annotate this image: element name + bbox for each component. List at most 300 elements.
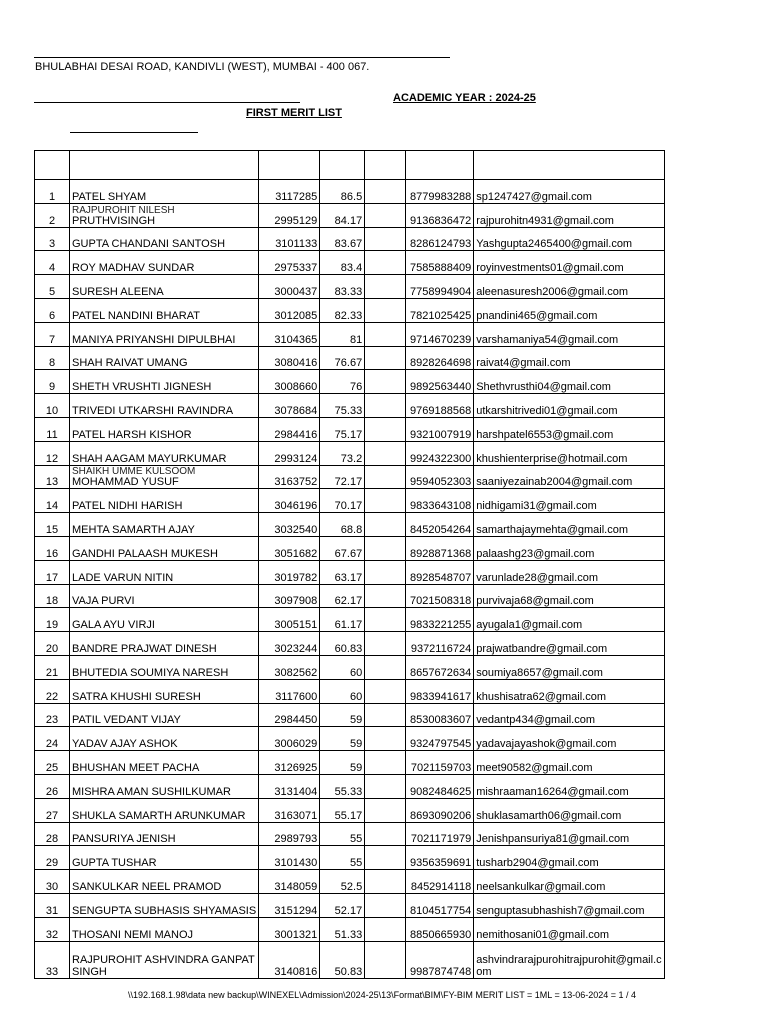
phone-cell	[406, 679, 474, 703]
student-name-text: SURESH ALEENA	[72, 285, 164, 298]
student-name-cell	[70, 441, 259, 465]
student-name-text: SATRA KHUSHI SURESH	[72, 690, 201, 703]
percentage-cell	[320, 893, 365, 917]
blank-cell	[365, 774, 406, 798]
student-name-cell	[70, 632, 259, 656]
form-number-text: 2995129	[274, 214, 318, 227]
phone-cell	[406, 536, 474, 560]
student-name-cell	[70, 822, 259, 846]
serial-number-text: 9	[48, 381, 56, 394]
blank-cell	[365, 679, 406, 703]
phone-cell	[406, 394, 474, 418]
blank-cell	[365, 465, 406, 489]
email-cell	[474, 822, 665, 846]
table-row	[35, 275, 665, 299]
student-name-text: BANDRE PRAJWAT DINESH	[72, 642, 217, 655]
table-row	[35, 227, 665, 251]
table-row	[35, 489, 665, 513]
email-text: pnandini465@gmail.com	[476, 309, 598, 322]
form-number-cell	[259, 703, 320, 727]
email-text: royinvestments01@gmail.com	[476, 262, 624, 275]
student-name-text: SHAH RAIVAT UMANG	[72, 357, 188, 370]
email-cell	[474, 846, 665, 870]
phone-text: 9324797545	[410, 738, 472, 751]
serial-number-cell	[35, 346, 70, 370]
email-text: purvivaja68@gmail.com	[476, 595, 594, 608]
phone-text: 8928548707	[410, 571, 472, 584]
blank-cell	[365, 180, 406, 204]
phone-text: 9356359691	[410, 857, 472, 870]
email-text: neelsankulkar@gmail.com	[476, 880, 606, 893]
email-cell	[474, 560, 665, 584]
form-number-cell	[259, 227, 320, 251]
serial-number-cell	[35, 227, 70, 251]
email-text: sp1247427@gmail.com	[476, 190, 592, 203]
form-number-text: 3051682	[274, 547, 318, 560]
phone-cell	[406, 655, 474, 679]
form-number-cell	[259, 774, 320, 798]
serial-number-text: 26	[45, 785, 59, 798]
blank-cell	[365, 536, 406, 560]
email-cell	[474, 346, 665, 370]
email-cell	[474, 632, 665, 656]
table-row	[35, 941, 665, 978]
phone-text: 9594052303	[410, 476, 472, 489]
serial-number-cell	[35, 632, 70, 656]
serial-number-text: 23	[45, 714, 59, 727]
phone-text: 8530083607	[410, 714, 472, 727]
email-cell	[474, 941, 665, 978]
email-cell	[474, 774, 665, 798]
student-name-text: TRIVEDI UTKARSHI RAVINDRA	[72, 404, 234, 417]
student-name-cell	[70, 846, 259, 870]
form-number-text: 3012085	[274, 309, 318, 322]
form-number-cell	[259, 298, 320, 322]
student-name-text: GANDHI PALAASH MUKESH	[72, 547, 218, 560]
email-text: rajpurohitn4931@gmail.com	[476, 214, 614, 227]
serial-number-cell	[35, 751, 70, 775]
phone-text: 7021508318	[410, 595, 472, 608]
student-name-cell	[70, 275, 259, 299]
percentage-cell	[320, 441, 365, 465]
form-number-text: 3046196	[274, 500, 318, 513]
blank-cell	[365, 322, 406, 346]
student-name-cell	[70, 180, 259, 204]
form-number-text: 2993124	[274, 452, 318, 465]
form-number-text: 3005151	[274, 619, 318, 632]
merit-list-title: FIRST MERIT LIST	[246, 107, 342, 119]
student-name-cell	[70, 489, 259, 513]
form-number-cell	[259, 917, 320, 941]
email-text: soumiya8657@gmail.com	[476, 666, 603, 679]
form-number-text: 3080416	[274, 357, 318, 370]
email-cell	[474, 370, 665, 394]
phone-cell	[406, 751, 474, 775]
blank-cell	[365, 298, 406, 322]
serial-number-cell	[35, 917, 70, 941]
blank-cell	[365, 584, 406, 608]
phone-text: 8452914118	[410, 880, 472, 893]
percentage-cell	[320, 489, 365, 513]
form-number-cell	[259, 751, 320, 775]
percentage-text: 59	[349, 714, 363, 727]
blank-cell	[365, 275, 406, 299]
table-row	[35, 441, 665, 465]
email-text: shuklasamarth06@gmail.com	[476, 809, 622, 822]
form-number-cell	[259, 584, 320, 608]
email-text: varunlade28@gmail.com	[476, 571, 599, 584]
email-cell	[474, 608, 665, 632]
form-number-text: 3032540	[274, 523, 318, 536]
form-number-text: 3082562	[274, 666, 318, 679]
form-number-cell	[259, 679, 320, 703]
student-name-cell	[70, 751, 259, 775]
phone-text: 8657672634	[410, 666, 472, 679]
email-text: samarthajaymehta@gmail.com	[476, 523, 628, 536]
phone-text: 9372116724	[410, 642, 472, 655]
phone-text: 8286124793	[410, 238, 472, 251]
student-name-text: MEHTA SAMARTH AJAY	[72, 523, 195, 536]
table-row	[35, 322, 665, 346]
phone-text: 9833643108	[410, 500, 472, 513]
serial-number-cell	[35, 893, 70, 917]
student-name-cell	[70, 203, 259, 227]
percentage-text: 50.83	[334, 965, 363, 978]
percentage-text: 82.33	[334, 309, 363, 322]
percentage-cell	[320, 180, 365, 204]
serial-number-cell	[35, 536, 70, 560]
blank-cell	[365, 703, 406, 727]
form-number-text: 3104365	[274, 333, 318, 346]
email-text: aleenasuresh2006@gmail.com	[476, 285, 629, 298]
form-number-text: 3151294	[274, 904, 318, 917]
table-row	[35, 798, 665, 822]
blank-cell	[365, 798, 406, 822]
serial-number-cell	[35, 608, 70, 632]
blank-cell	[365, 251, 406, 275]
student-name-cell	[70, 417, 259, 441]
phone-cell	[406, 251, 474, 275]
percentage-text: 60	[349, 666, 363, 679]
serial-number-cell	[35, 655, 70, 679]
email-cell	[474, 584, 665, 608]
phone-text: 7585888409	[410, 262, 472, 275]
blank-cell	[365, 560, 406, 584]
serial-number-cell	[35, 584, 70, 608]
table-row	[35, 346, 665, 370]
blank-cell	[365, 727, 406, 751]
email-cell	[474, 417, 665, 441]
student-name-text: BHUTEDIA SOUMIYA NARESH	[72, 666, 229, 679]
serial-number-text: 33	[45, 965, 59, 978]
form-number-cell	[259, 465, 320, 489]
blank-cell	[365, 655, 406, 679]
phone-text: 9833221255	[410, 619, 472, 632]
percentage-text: 55.17	[334, 809, 363, 822]
table-row	[35, 298, 665, 322]
phone-cell	[406, 727, 474, 751]
form-number-text: 2975337	[274, 262, 318, 275]
serial-number-cell	[35, 941, 70, 978]
student-name-cell	[70, 655, 259, 679]
email-text: nemithosani01@gmail.com	[476, 928, 610, 941]
table-row	[35, 465, 665, 489]
serial-number-cell	[35, 822, 70, 846]
percentage-text: 55	[349, 833, 363, 846]
form-number-cell	[259, 536, 320, 560]
form-number-text: 2989793	[274, 833, 318, 846]
phone-cell	[406, 608, 474, 632]
percentage-cell	[320, 298, 365, 322]
email-cell	[474, 655, 665, 679]
phone-cell	[406, 322, 474, 346]
table-row	[35, 870, 665, 894]
phone-cell	[406, 203, 474, 227]
percentage-text: 67.67	[334, 547, 363, 560]
email-cell	[474, 679, 665, 703]
serial-number-text: 28	[45, 833, 59, 846]
phone-cell	[406, 370, 474, 394]
table-row	[35, 251, 665, 275]
email-text: meet90582@gmail.com	[476, 761, 593, 774]
form-number-cell	[259, 846, 320, 870]
student-name-text: THOSANI NEMI MANOJ	[72, 928, 194, 941]
form-number-cell	[259, 370, 320, 394]
student-name-text: YADAV AJAY ASHOK	[72, 738, 178, 751]
blank-cell	[365, 751, 406, 775]
student-name-text: PATEL HARSH KISHOR	[72, 428, 192, 441]
student-name-cell	[70, 251, 259, 275]
percentage-text: 75.33	[334, 404, 363, 417]
blank-cell	[365, 822, 406, 846]
table-row	[35, 513, 665, 537]
student-name-text: GALA AYU VIRJI	[72, 619, 155, 632]
email-cell	[474, 727, 665, 751]
student-name-text: BHUSHAN MEET PACHA	[72, 761, 200, 774]
email-text: senguptasubhashish7@gmail.com	[476, 904, 645, 917]
merit-table	[34, 150, 665, 979]
form-number-text: 3117600	[275, 690, 318, 703]
serial-number-text: 4	[48, 262, 56, 275]
table-row	[35, 846, 665, 870]
student-name-text: ROY MADHAV SUNDAR	[72, 262, 195, 275]
student-name-text: PRUTHVISINGH	[72, 214, 156, 227]
email-cell	[474, 322, 665, 346]
header-cell	[259, 151, 320, 180]
student-name-text: SENGUPTA SUBHASIS SHYAMASIS	[72, 904, 257, 917]
header-cell	[406, 151, 474, 180]
blank-cell	[365, 632, 406, 656]
form-number-text: 3101430	[274, 857, 318, 870]
email-text: vedantp434@gmail.com	[476, 714, 595, 727]
form-number-cell	[259, 180, 320, 204]
table-row	[35, 751, 665, 775]
email-text: khushisatra62@gmail.com	[476, 690, 606, 703]
percentage-text: 73.2	[340, 452, 363, 465]
table-row	[35, 370, 665, 394]
phone-text: 8928871368	[410, 547, 472, 560]
form-number-cell	[259, 870, 320, 894]
email-cell	[474, 465, 665, 489]
student-name-cell	[70, 298, 259, 322]
percentage-text: 61.17	[334, 619, 363, 632]
email-text: saaniyezainab2004@gmail.com	[476, 476, 633, 489]
serial-number-text: 3	[48, 238, 56, 251]
percentage-text: 51.33	[334, 928, 363, 941]
form-number-text: 3097908	[274, 595, 318, 608]
form-number-text: 3008660	[274, 381, 318, 394]
serial-number-text: 30	[45, 880, 59, 893]
blank-cell	[365, 417, 406, 441]
serial-number-text: 1	[48, 190, 56, 203]
student-name-text: LADE VARUN NITIN	[72, 571, 174, 584]
serial-number-text: 29	[45, 857, 59, 870]
form-number-text: 3023244	[274, 642, 318, 655]
serial-number-cell	[35, 513, 70, 537]
student-name-text: PATEL NIDHI HARISH	[72, 500, 183, 513]
student-name-cell	[70, 608, 259, 632]
percentage-cell	[320, 870, 365, 894]
phone-cell	[406, 227, 474, 251]
phone-text: 8104517754	[410, 904, 472, 917]
percentage-cell	[320, 727, 365, 751]
phone-text: 8850665930	[410, 928, 472, 941]
percentage-cell	[320, 560, 365, 584]
student-name-cell	[70, 798, 259, 822]
student-name-text: VAJA PURVI	[72, 595, 135, 608]
phone-text: 9924322300	[410, 452, 472, 465]
table-row	[35, 632, 665, 656]
email-cell	[474, 275, 665, 299]
phone-text: 9136836472	[410, 214, 472, 227]
blank-cell	[365, 513, 406, 537]
phone-cell	[406, 513, 474, 537]
percentage-cell	[320, 774, 365, 798]
form-number-cell	[259, 417, 320, 441]
percentage-cell	[320, 394, 365, 418]
serial-number-text: 18	[45, 595, 59, 608]
serial-number-cell	[35, 870, 70, 894]
student-name-text: SHAH AAGAM MAYURKUMAR	[72, 452, 227, 465]
table-row	[35, 584, 665, 608]
serial-number-text: 32	[45, 928, 59, 941]
form-number-cell	[259, 893, 320, 917]
table-row	[35, 703, 665, 727]
form-number-cell	[259, 275, 320, 299]
student-name-cell	[70, 560, 259, 584]
form-number-cell	[259, 346, 320, 370]
percentage-cell	[320, 275, 365, 299]
blank-cell	[365, 870, 406, 894]
percentage-cell	[320, 346, 365, 370]
blank-cell	[365, 608, 406, 632]
email-text: ayugala1@gmail.com	[476, 619, 583, 632]
percentage-text: 83.33	[334, 285, 363, 298]
percentage-text: 76	[349, 381, 363, 394]
serial-number-cell	[35, 798, 70, 822]
percentage-text: 60.83	[334, 642, 363, 655]
form-number-text: 2984450	[274, 714, 318, 727]
percentage-text: 63.17	[334, 571, 363, 584]
email-cell	[474, 751, 665, 775]
table-row	[35, 822, 665, 846]
form-number-text: 3000437	[274, 285, 318, 298]
form-number-text: 3163071	[274, 809, 318, 822]
form-number-cell	[259, 513, 320, 537]
serial-number-text: 6	[48, 309, 56, 322]
email-text: Yashgupta2465400@gmail.com	[476, 238, 633, 251]
serial-number-cell	[35, 322, 70, 346]
serial-number-text: 5	[48, 285, 56, 298]
percentage-cell	[320, 655, 365, 679]
phone-text: 7021171979	[410, 833, 472, 846]
name-overflow-text: SHAIKH UMME KULSOOM	[72, 466, 196, 478]
table-row	[35, 394, 665, 418]
email-text: prajwatbandre@gmail.com	[476, 642, 608, 655]
form-number-cell	[259, 560, 320, 584]
serial-number-cell	[35, 846, 70, 870]
email-cell	[474, 227, 665, 251]
email-text: varshamaniya54@gmail.com	[476, 333, 619, 346]
serial-number-text: 21	[45, 666, 59, 679]
file-path-footer: \\192.168.1.98\data new backup\WINEXEL\Admission\2024-25\13\Format\BIM\FY-BIM MERIT LIST = 1ML = 13-06-2024 = 1 / 4	[128, 990, 637, 1000]
phone-text: 9321007919	[410, 428, 472, 441]
blank-cell	[365, 370, 406, 394]
student-name-cell	[70, 679, 259, 703]
phone-text: 8452054264	[410, 523, 472, 536]
blank-cell	[365, 846, 406, 870]
serial-number-text: 11	[46, 428, 58, 441]
percentage-cell	[320, 941, 365, 978]
serial-number-text: 19	[45, 619, 59, 632]
form-number-text: 3126925	[274, 761, 318, 774]
percentage-cell	[320, 536, 365, 560]
percentage-cell	[320, 608, 365, 632]
form-number-text: 3078684	[274, 404, 318, 417]
percentage-text: 68.8	[340, 523, 363, 536]
student-name-cell	[70, 227, 259, 251]
percentage-text: 55	[349, 857, 363, 870]
serial-number-text: 20	[45, 642, 59, 655]
phone-text: 9892563440	[410, 381, 472, 394]
student-name-text: PATIL VEDANT VIJAY	[72, 714, 181, 727]
form-number-cell	[259, 798, 320, 822]
student-name-text: SHETH VRUSHTI JIGNESH	[72, 381, 212, 394]
email-text: palaashg23@gmail.com	[476, 547, 595, 560]
phone-cell	[406, 560, 474, 584]
phone-cell	[406, 893, 474, 917]
form-number-cell	[259, 251, 320, 275]
blank-cell	[365, 941, 406, 978]
serial-number-text: 14	[45, 500, 59, 513]
blank-cell	[365, 394, 406, 418]
student-name-cell	[70, 941, 259, 978]
table-row	[35, 727, 665, 751]
blank-cell	[365, 203, 406, 227]
student-name-text: MANIYA PRIYANSHI DIPULBHAI	[72, 333, 236, 346]
student-name-text: PATEL NANDINI BHARAT	[72, 309, 200, 322]
percentage-cell	[320, 465, 365, 489]
short-rule	[70, 132, 198, 133]
student-name-text: PATEL SHYAM	[72, 190, 147, 203]
form-number-text: 3019782	[274, 571, 318, 584]
phone-cell	[406, 703, 474, 727]
email-text: nidhigami31@gmail.com	[476, 500, 597, 513]
student-name-text: SHUKLA SAMARTH ARUNKUMAR	[72, 809, 246, 822]
email-text: raivat4@gmail.com	[476, 357, 571, 370]
percentage-text: 84.17	[334, 214, 363, 227]
percentage-cell	[320, 751, 365, 775]
